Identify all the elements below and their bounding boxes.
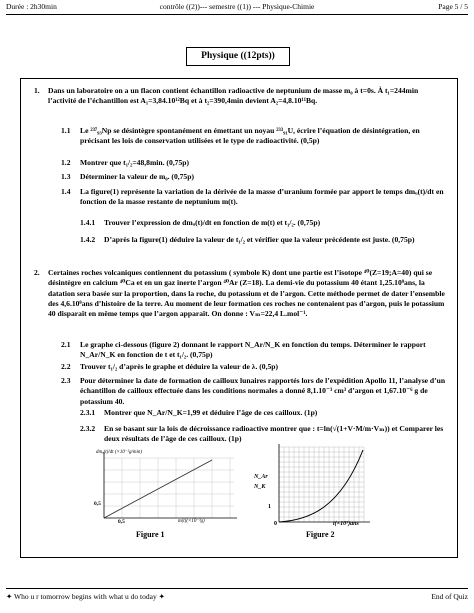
- figure-2-curve: [279, 450, 363, 522]
- figure-2-y-label-bottom: N_K: [254, 484, 266, 490]
- q2-3-2-number: 2.3.2: [80, 424, 96, 433]
- q2-3-text: Pour déterminer la date de formation de cailloux lunaires rapportés lors de l’expédition Apollo 11, l’analyse d’un échantillon de cailloux effectuée dans les conditions normales a donné 8,1.10⁻³ cm³ d’argon et 1,67.10⁻⁶ g de potassium 40.: [80, 376, 446, 406]
- footer-rule: [6, 588, 468, 589]
- header-title: contrôle ((2))--- semestre ((1)) --- Physique-Chimie: [159, 2, 315, 11]
- q1-1-number: 1.1: [61, 126, 71, 135]
- section-title: Physique ((12pts)): [186, 47, 290, 66]
- figure-2-caption: Figure 2: [306, 530, 335, 539]
- q1-3-number: 1.3: [61, 172, 71, 181]
- q1-4-text: La figure(1) représente la variation de la dérivée de la masse d’uranium formée par apport le temps dmᵤ(t)/dt en fonction de la masse restante de neptunium m(t).: [80, 187, 444, 207]
- q1-4-1-text: Trouver l’expression de dmᵤ(t)/dt en fonction de m(t) et t₁/₂. (0,75p): [104, 218, 321, 227]
- q2-3-1-text: Montrer que N_Ar/N_K=1,99 et déduire l’âge de ces cailloux. (1p): [104, 408, 318, 417]
- q2-2-number: 2.2: [61, 362, 71, 371]
- figure-2-graph: [270, 442, 380, 532]
- footer-motto: ✦ Who u r tomorrow begins with what u do today ✦: [6, 592, 165, 601]
- question-2-number: 2.: [34, 268, 40, 277]
- q1-1-text: Le ²³⁷₉₃Np se désintègre spontanément en émettant un noyau ²³³₉₁U, écrire l’équation de désintégration, en précisant les lois de conservation utilisées et le type de radioactivité. (0,5p): [80, 126, 420, 146]
- question-2-intro: Certaines roches volcaniques contiennent du potassium ( symbole K) dont une partie est l’isotope ⁴⁰(Z=19;A=40) qui se désintègre en calcium ⁴⁰Ca et en un gaz inerte l’argon ⁴⁰Ar (Z=18). La demi-vie du potassium 40 étant 1,25.10⁹ans, la datation sera basée sur la proportion, dans la roche, du potassium et de l’argon. Cette méthode permet de dater l’ensemble des 4,6.10⁹ans d’histoire de la terre. Au moment de leur formation ces roches ne contenaient pas d’argon, puis le potassium 40 disparaît en même temps que l’argon apparaît. On donne : Vₘ=22,4 L.mol⁻¹.: [48, 268, 445, 319]
- q1-3-text: Déterminer la valeur de m₀. (0,75p): [80, 172, 194, 181]
- figure-1-x-tick: 0,5: [118, 519, 125, 525]
- figure-1-y-tick: 0,5: [94, 501, 101, 507]
- q1-4-2-number: 1.4.2: [80, 235, 96, 244]
- q2-1-number: 2.1: [61, 340, 71, 349]
- footer-end: End of Quiz: [431, 592, 468, 601]
- q2-3-1-number: 2.3.1: [80, 408, 96, 417]
- q1-2-text: Montrer que t₁/₂=48,8min. (0,75p): [80, 158, 190, 167]
- page-header: [6, 2, 468, 14]
- question-1-intro: Dans un laboratoire on a un flacon contient échantillon radioactive de neptunium de masse m₀ à t=0s. À t₁=244min l’activité de l’échantillon est A₁=3,84.10¹²Bq et à t₂=390,4min devient A₂=4,8.10¹¹Bq.: [48, 86, 419, 106]
- figure-2-origin: 0: [274, 521, 277, 527]
- q2-2-text: Trouver t₁/₂ d’après le graphe et déduire la valeur de λ. (0,5p): [80, 362, 279, 371]
- q1-4-2-text: D’après la figure(1) déduire la valeur de t₁/₂ et vérifier que la valeur précédente est juste. (0,75p): [104, 235, 415, 244]
- figure-2-x-label: t(×10⁹)ans: [333, 521, 359, 527]
- figure-2-y-label-top: N_Ar: [254, 474, 268, 480]
- q2-1-text: Le graphe ci-dessous (figure 2) donnant le rapport N_Ar/N_K en fonction du temps. Déterminer le rapport N_Ar/N_K en fonction de t et t₁/₂. (0,75p): [80, 340, 426, 360]
- duration-label: Durée : 2h30min: [6, 2, 57, 11]
- q1-4-number: 1.4: [61, 187, 71, 196]
- figure-1-caption: Figure 1: [136, 530, 165, 539]
- header-rule: [6, 14, 468, 15]
- q1-2-number: 1.2: [61, 158, 71, 167]
- q2-3-number: 2.3: [61, 376, 71, 385]
- page-number: Page 5 / 5: [438, 2, 468, 11]
- figure-1-graph: [92, 448, 242, 530]
- figure-1-y-label: dmᵤ(t)/dt (×10⁻²g/min): [96, 450, 143, 455]
- question-1-number: 1.: [34, 86, 40, 95]
- q1-4-1-number: 1.4.1: [80, 218, 96, 227]
- figure-1-x-label: m(t)(×10⁻³g): [178, 519, 205, 524]
- q2-3-2-text: En se basant sur la lois de décroissance radioactive montrer que : t=ln(√(1+V·M/m·Vₘ)) et Comparer les deux résultats de l’âge de ces cailloux. (1p): [104, 424, 444, 444]
- figure-2-y-tick: 1: [268, 504, 271, 510]
